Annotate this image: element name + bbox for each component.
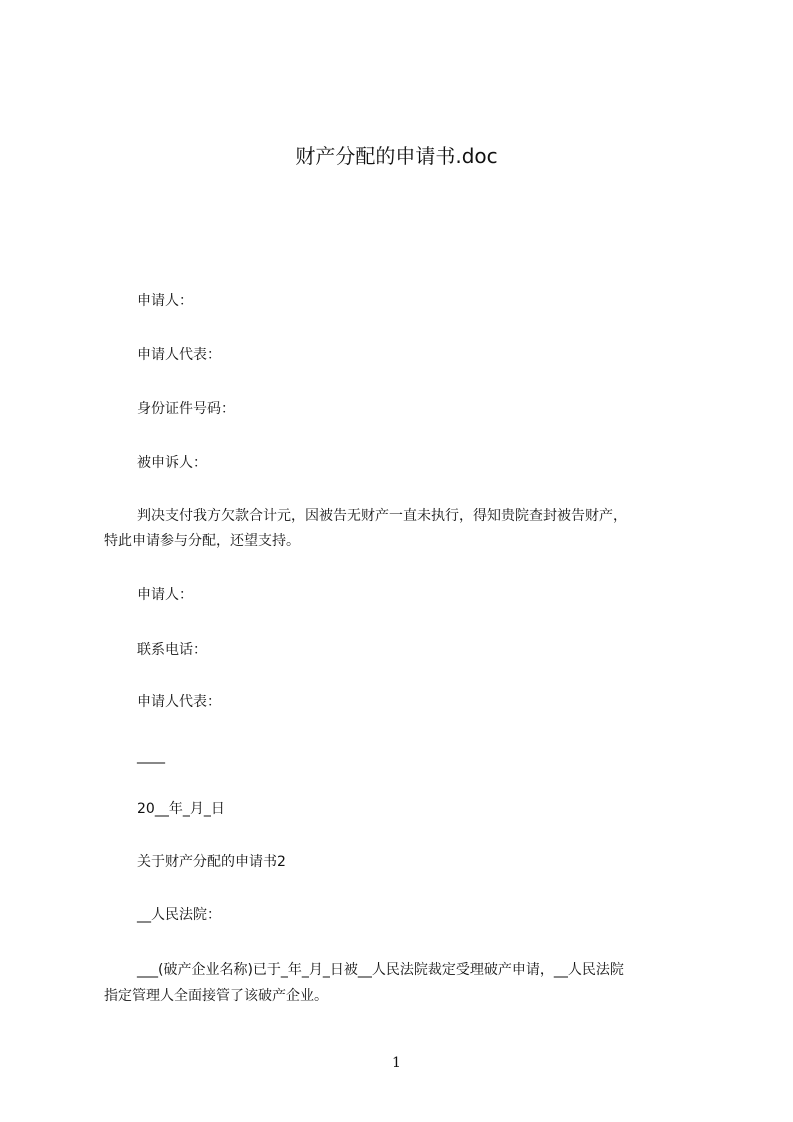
- document-title: 财产分配的申请书.doc: [295, 144, 498, 168]
- second-body-line-2: 指定管理人全面接管了该破产企业。: [104, 988, 328, 1004]
- phone-label: 联系电话：: [137, 642, 207, 658]
- applicant-label: 申请人：: [137, 293, 193, 309]
- signature-representative-label: 申请人代表：: [137, 694, 221, 710]
- applicant-representative-label: 申请人代表：: [137, 347, 221, 363]
- date-line: 20__年_月_日: [137, 801, 225, 817]
- section-heading-2: 关于财产分配的申请书2: [137, 854, 286, 870]
- body-paragraph-line-2: 特此申请参与分配，还望支持。: [104, 533, 300, 549]
- signature-applicant-label: 申请人：: [137, 587, 193, 603]
- page-number: 1: [392, 1055, 401, 1071]
- id-number-label: 身份证件号码：: [137, 401, 235, 417]
- body-paragraph-line-1: 判决支付我方欠款合计元，因被告无财产一直未执行，得知贵院查封被告财产，: [137, 508, 627, 524]
- respondent-label: 被申诉人：: [137, 455, 207, 471]
- court-salutation: __人民法院：: [137, 907, 221, 923]
- second-body-line-1: ___(破产企业名称)已于_年_月_日被__人民法院裁定受理破产申请，__人民法院: [137, 962, 624, 978]
- signature-blank: ____: [137, 748, 165, 764]
